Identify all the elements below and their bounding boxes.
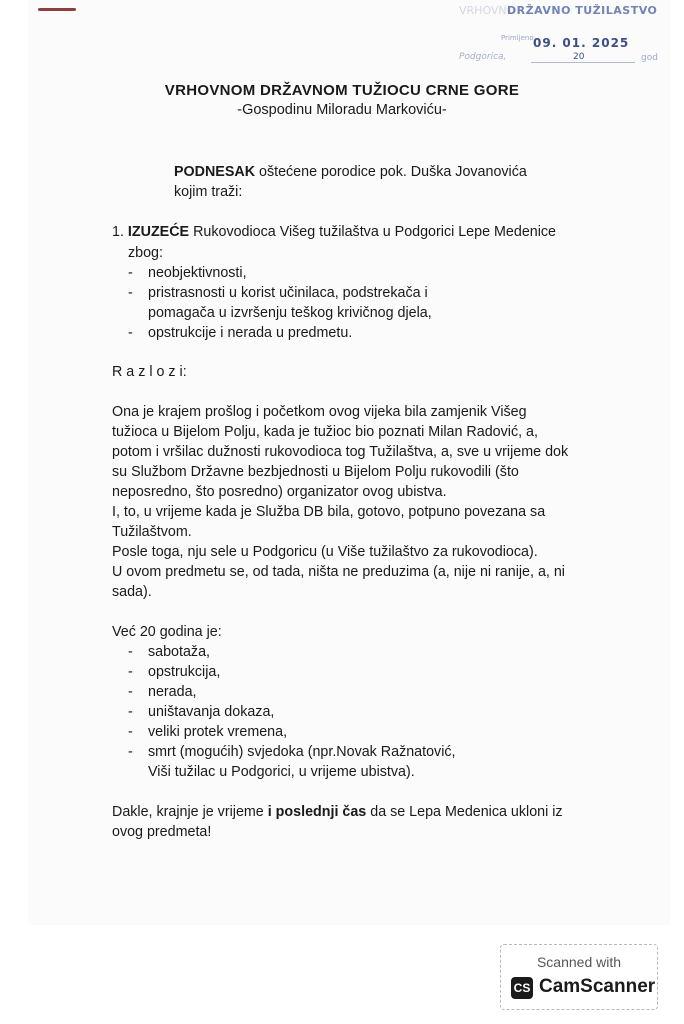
- list-dash: -: [128, 265, 133, 281]
- list-dash: -: [128, 684, 133, 700]
- years-item: smrt (mogućih) svjedoka (npr.Novak Ražnatović,: [148, 744, 456, 760]
- body-line: neposredno, što posredno) organizator ovog ubistva.: [112, 484, 447, 500]
- pen-mark: [38, 8, 76, 11]
- stamp-date: 09. 01. 2025: [533, 36, 630, 50]
- closing-bold: i poslednji čas: [267, 804, 367, 820]
- item-1-text: Rukovodioca Višeg tužilaštva u Podgorici Lepe Medenice: [189, 224, 557, 240]
- reason-item: neobjektivnosti,: [148, 265, 247, 281]
- list-dash: -: [128, 325, 133, 341]
- camscanner-logo-icon: CS: [511, 977, 533, 999]
- closing-end: da se Lepa Medenica ukloni iz: [366, 804, 563, 820]
- item-1-zbog: zbog:: [128, 245, 163, 261]
- body-line: su Službom Državne bezbjednosti u Bijelom Polju rukovodili (što: [112, 464, 519, 480]
- body-line: I, to, u vrijeme kada je Služba DB bila, gotovo, potpuno povezana sa: [112, 504, 546, 520]
- stamp-year: 20: [573, 52, 585, 62]
- list-dash: -: [128, 724, 133, 740]
- stamp-title: DRŽAVNO TUŽILASTVO: [507, 4, 658, 17]
- body-line: Tužilaštvom.: [112, 524, 192, 540]
- item-1-line: [112, 222, 556, 242]
- closing-start: Dakle, krajnje je vrijeme: [112, 804, 268, 820]
- stamp-god-label: god: [641, 53, 658, 63]
- closing-line-2: ovog predmeta!: [112, 824, 212, 840]
- podnesak-label: PODNESAK: [174, 164, 256, 180]
- stamp-underline: [531, 62, 635, 63]
- item-1-label: IZUZEĆE: [127, 224, 190, 240]
- body-line: Posle toga, nju sele u Podgoricu (u Više tužilaštvo za rukovodioca).: [112, 544, 538, 560]
- body-line: tužioca u Bijelom Polju, kada je tužioc bio poznati Milan Radović, a,: [112, 424, 538, 440]
- years-item: sabotaža,: [148, 644, 210, 660]
- razlozi-heading: R a z l o z i:: [112, 364, 187, 380]
- body-line: Ona je krajem prošlog i početkom ovog vijeka bila zamjenik Višeg: [112, 404, 527, 420]
- years-item: nerada,: [148, 684, 197, 700]
- camscanner-name: CamScanner: [539, 976, 656, 997]
- addressee-title: VRHOVNOM DRŽAVNOM TUŽIOCU CRNE GORE: [164, 82, 520, 99]
- reason-item: opstrukcije i nerada u predmetu.: [148, 325, 353, 341]
- camscanner-watermark: [500, 944, 658, 1010]
- body-line: U ovom predmetu se, od tada, ništa ne preduzima (a, nije ni ranije, a, ni: [112, 564, 565, 580]
- podnesak-line-2: kojim traži:: [174, 184, 243, 200]
- stamp-received-label: Primljeno: [501, 34, 534, 42]
- list-dash: -: [128, 744, 133, 760]
- years-item-continuation: Viši tužilac u Podgorici, u vrijeme ubistva).: [148, 764, 415, 780]
- camscanner-caption: Scanned with: [536, 954, 622, 970]
- list-dash: -: [128, 285, 133, 301]
- podnesak-line: [174, 162, 527, 182]
- addressee-name: -Gospodinu Miloradu Markoviću-: [237, 102, 447, 118]
- podnesak-text: oštećene porodice pok. Duška Jovanovića: [255, 164, 527, 180]
- list-dash: -: [128, 704, 133, 720]
- body-line: sada).: [112, 584, 152, 600]
- item-1-number: 1.: [112, 224, 124, 240]
- received-stamp: [445, 0, 684, 72]
- stamp-faded-prefix: VRHOVNO: [459, 4, 516, 17]
- years-item: opstrukcija,: [148, 664, 221, 680]
- list-dash: -: [128, 664, 133, 680]
- stamp-place: Podgorica,: [459, 52, 507, 62]
- years-intro: Već 20 godina je:: [112, 624, 222, 640]
- years-item: uništavanja dokaza,: [148, 704, 275, 720]
- body-line: potom i vršilac dužnosti rukovodioca tog Tužilaštva, a, sve u vrijeme dok: [112, 444, 569, 460]
- years-item: veliki protek vremena,: [148, 724, 288, 740]
- reason-item: pristrasnosti u korist učinilaca, podstrekača i: [148, 285, 428, 301]
- closing-line: [112, 802, 563, 822]
- list-dash: -: [128, 644, 133, 660]
- reason-item-continuation: pomagača u izvršenju teškog krivičnog djela,: [148, 305, 432, 321]
